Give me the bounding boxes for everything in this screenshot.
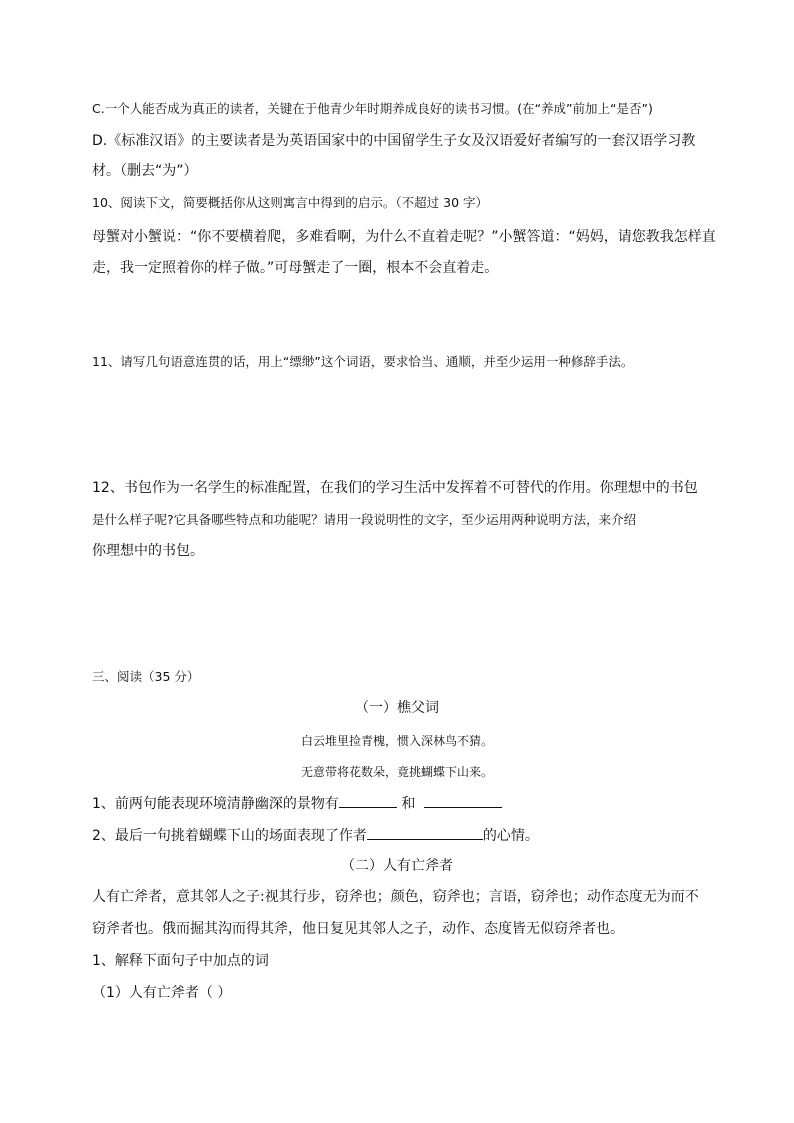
passage-2-line-2: 窃斧者也。俄而掘其沟而得其斧，他日复见其邻人之子，动作、态度皆无似窃斧者也。 <box>92 921 624 937</box>
fable-text-line-2: 走，我一定照着你的样子做。”可母蟹走了一圈，根本不会直着走。 <box>92 260 499 276</box>
passage-2-line-1: 人有亡斧者，意其邻人之子:视其行步，窃斧也；颜色，窃斧也；言语，窃斧也；动作态度无为而不 <box>92 889 699 905</box>
passage-2-question-1: 1、解释下面句子中加点的词 <box>92 953 269 969</box>
option-d-line-1: D.《标准汉语》的主要读者是为英语国家中的中国留学生子女及汉语爱好者编写的一套汉语学习教 <box>92 133 696 149</box>
poem-question-1 <box>92 793 502 814</box>
question-11: 11、请写几句语意连贯的话，用上“缥缈”这个词语，要求恰当、通顺，并至少运用一种修辞手法。 <box>92 354 634 369</box>
poem-question-1-text: 1、前两句能表现环境清静幽深的景物有 <box>92 796 339 812</box>
question-12-line-1: 12、书包作为一名学生的标准配置，在我们的学习生活中发挥着不可替代的作用。你理想中的书包 <box>92 480 698 496</box>
poem-question-2-text: 2、最后一句挑着蝴蝶下山的场面表现了作者 <box>92 828 367 844</box>
passage-2-question-1-item-1: （1）人有亡斧者（ ） <box>92 985 232 1001</box>
poem-question-2 <box>92 825 539 846</box>
fable-text-line-1: 母蟹对小蟹说：“你不要横着爬，多难看啊，为什么不直着走呢？”小蟹答道：“妈妈，请您教我怎样直 <box>92 229 716 245</box>
answer-blank[interactable] <box>339 793 397 808</box>
answer-blank[interactable] <box>367 825 483 840</box>
answer-blank[interactable] <box>424 793 502 808</box>
option-c-line: C.一个人能否成为真正的读者，关键在于他青少年时期养成良好的读书习惯。(在“养成”前加上“是否”) <box>92 101 653 116</box>
poem-line-2: 无意带将花数朵，竟挑蝴蝶下山来。 <box>300 765 493 779</box>
passage-2-title: （二）人有亡斧者 <box>341 858 453 874</box>
poem-title: （一）樵父词 <box>355 700 439 716</box>
poem-question-1-and: 和 <box>401 796 416 812</box>
question-12-line-3: 你理想中的书包。 <box>92 543 204 559</box>
poem-question-2-suffix: 的心情。 <box>482 828 539 844</box>
option-d-line-2: 材。（删去“为”） <box>92 163 198 179</box>
poem-line-1: 白云堆里捡青槐，惯入深林鸟不猜。 <box>300 734 493 748</box>
question-10: 10、阅读下文，简要概括你从这则寓言中得到的启示。（不超过 30 字） <box>92 195 489 210</box>
section-3-heading: 三、阅读（35 分） <box>92 669 200 684</box>
question-12-line-2: 是什么样子呢?它具备哪些特点和功能呢？请用一段说明性的文字，至少运用两种说明方法，来介绍 <box>92 512 637 527</box>
